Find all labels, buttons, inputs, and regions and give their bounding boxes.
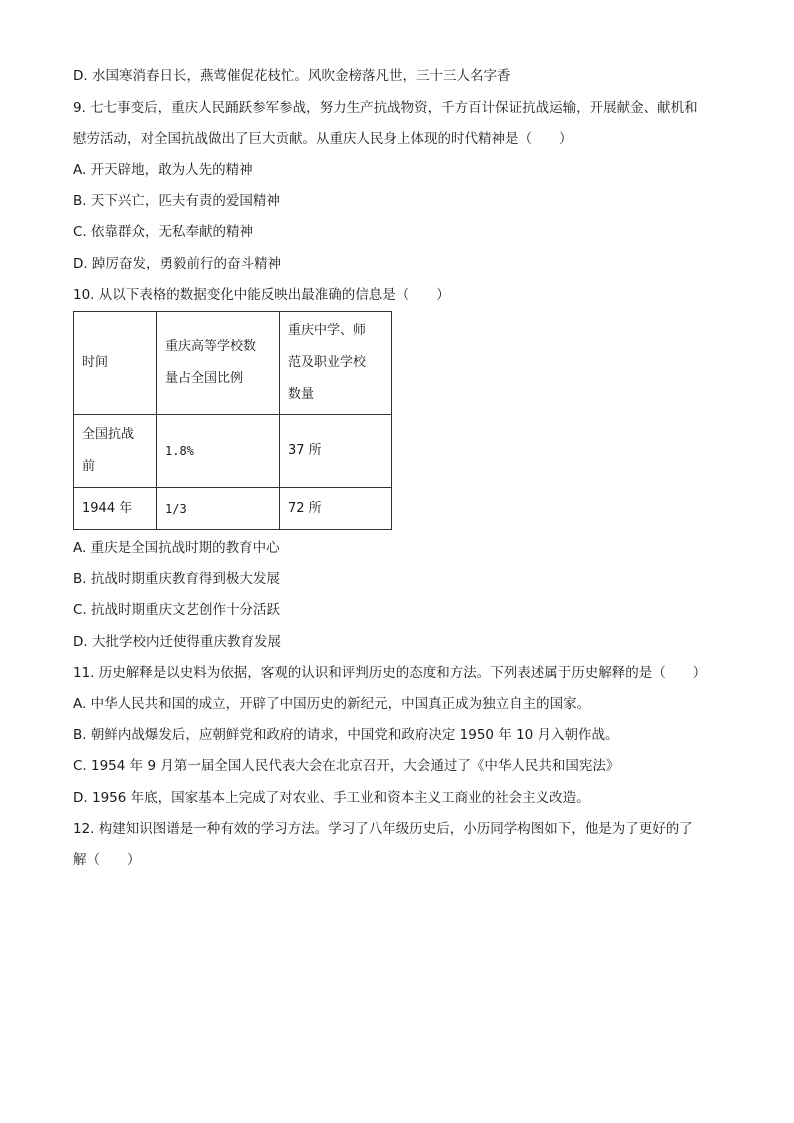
school-data-table xyxy=(73,311,392,530)
row2-time: 1944 年 xyxy=(74,488,157,530)
header-col2-line-1: 重庆高等学校数 xyxy=(165,339,257,354)
header-col3-line-2: 范及职业学校 xyxy=(288,355,367,370)
row1-time xyxy=(74,415,157,488)
header-time xyxy=(74,312,157,415)
header-col3-line-1: 重庆中学、师 xyxy=(288,323,367,338)
row1-ratio: 1.8% xyxy=(157,415,280,488)
question-8-option-d: D. 水国寒消春日长，燕莺催促花枝忙。风吹金榜落凡世，三十三人名字香 xyxy=(73,68,511,84)
header-col2-line-2: 量占全国比例 xyxy=(165,371,244,386)
table-header-row xyxy=(74,312,392,415)
question-11-option-d: D. 1956 年底，国家基本上完成了对农业、手工业和资本主义工商业的社会主义改造。 xyxy=(73,790,590,806)
question-9-stem-line-1: 9. 七七事变后，重庆人民踊跃参军参战，努力生产抗战物资，千方百计保证抗战运输，开展献金、献机和 xyxy=(73,100,698,116)
question-11-option-a: A. 中华人民共和国的成立，开辟了中国历史的新纪元，中国真正成为独立自主的国家。 xyxy=(73,696,591,712)
question-9-option-d: D. 踔厉奋发，勇毅前行的奋斗精神 xyxy=(73,256,281,272)
header-col3-line-3: 数量 xyxy=(288,387,315,402)
table-row xyxy=(74,488,392,530)
question-10-option-b: B. 抗战时期重庆教育得到极大发展 xyxy=(73,571,280,587)
header-time-label: 时间 xyxy=(82,355,109,370)
row1-count: 37 所 xyxy=(280,415,392,488)
question-10-option-a: A. 重庆是全国抗战时期的教育中心 xyxy=(73,540,280,556)
question-10-option-c: C. 抗战时期重庆文艺创作十分活跃 xyxy=(73,602,281,618)
row1-time-line-2: 前 xyxy=(82,459,96,474)
row2-count: 72 所 xyxy=(280,488,392,530)
row1-time-line-1: 全国抗战 xyxy=(82,427,135,442)
row2-ratio: 1/3 xyxy=(157,488,280,530)
question-9-stem-line-2: 慰劳活动，对全国抗战做出了巨大贡献。从重庆人民身上体现的时代精神是（ ） xyxy=(73,131,573,147)
question-9-option-b: B. 天下兴亡，匹夫有责的爱国精神 xyxy=(73,193,280,209)
question-10-option-d: D. 大批学校内迁使得重庆教育发展 xyxy=(73,634,281,650)
table-row xyxy=(74,415,392,488)
question-11-option-c: C. 1954 年 9 月第一届全国人民代表大会在北京召开，大会通过了《中华人民共和国宪法》 xyxy=(73,758,620,774)
question-9-option-c: C. 依靠群众，无私奉献的精神 xyxy=(73,224,254,240)
question-12-stem-line-2: 解（ ） xyxy=(73,852,141,868)
question-9-option-a: A. 开天辟地，敢为人先的精神 xyxy=(73,162,253,178)
question-11-option-b: B. 朝鲜内战爆发后，应朝鲜党和政府的请求，中国党和政府决定 1950 年 10 月入朝作战。 xyxy=(73,727,619,743)
question-11-stem: 11. 历史解释是以史料为依据，客观的认识和评判历史的态度和方法。下列表述属于历史解释的是（ ） xyxy=(73,665,707,681)
header-secondary-school-count xyxy=(280,312,392,415)
question-10-stem: 10. 从以下表格的数据变化中能反映出最准确的信息是（ ） xyxy=(73,287,450,303)
header-higher-education-ratio xyxy=(157,312,280,415)
question-12-stem-line-1: 12. 构建知识图谱是一种有效的学习方法。学习了八年级历史后，小历同学构图如下，他是为了更好的了 xyxy=(73,821,693,837)
